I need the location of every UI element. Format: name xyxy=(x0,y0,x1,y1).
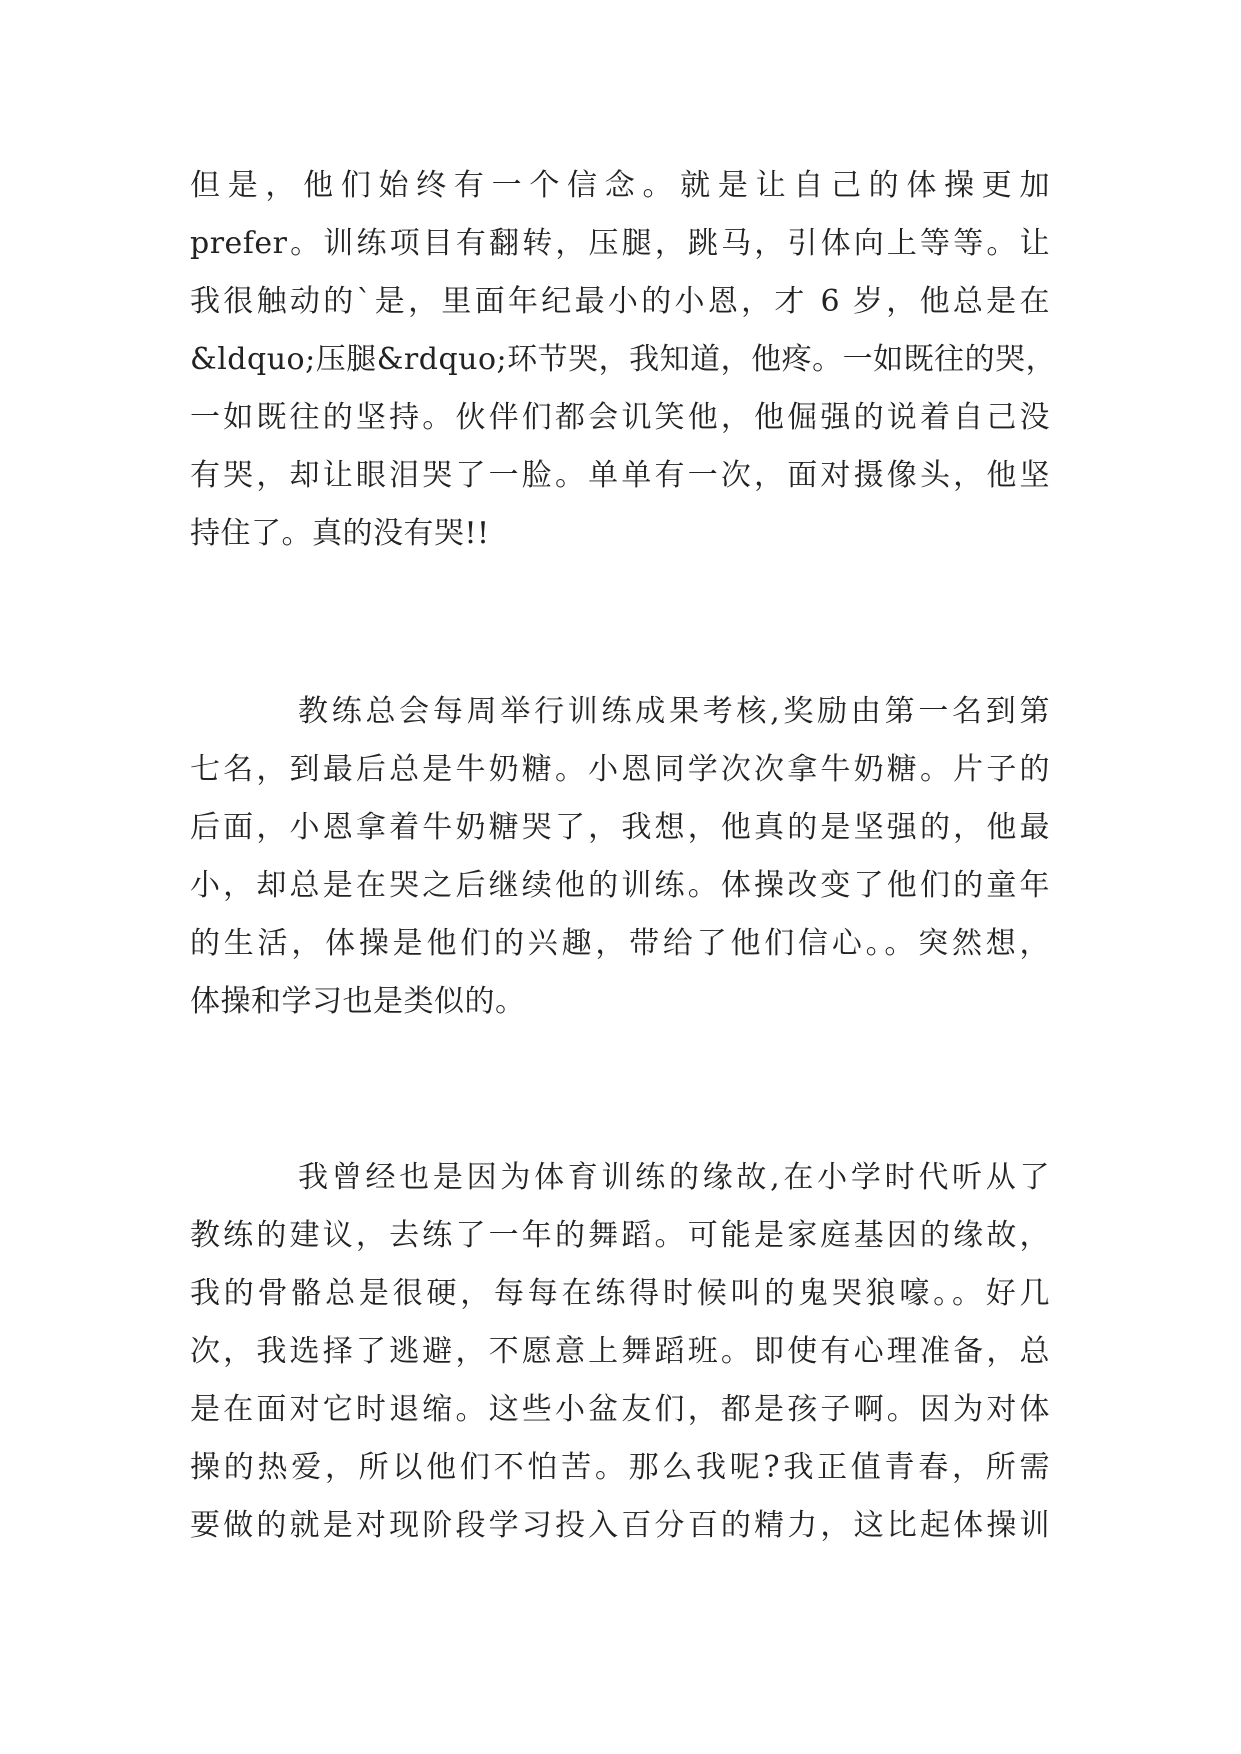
paragraph-line: 教练的建议，去练了一年的舞蹈。可能是家庭基因的缘故， xyxy=(190,1218,1050,1253)
paragraph-1 xyxy=(190,157,1057,563)
paragraph-line: 教练总会每周举行训练成果考核,奖励由第一名到第 xyxy=(298,694,1050,729)
paragraph-line: 我曾经也是因为体育训练的缘故,在小学时代听从了 xyxy=(298,1160,1050,1195)
paragraph-line: 体操和学习也是类似的。 xyxy=(190,984,526,1019)
paragraph-line: 但是，他们始终有一个信念。就是让自己的体操更加 xyxy=(190,168,1050,203)
paragraph-line: 的生活，体操是他们的兴趣，带给了他们信心。。突然想， xyxy=(190,926,1050,961)
paragraph-3 xyxy=(190,1149,1050,1555)
paragraph-line: 一如既往的坚持。伙伴们都会讥笑他，他倔强的说着自己没 xyxy=(190,400,1050,435)
paragraph-line: 持住了。真的没有哭!! xyxy=(190,516,490,551)
paragraph-line: &ldquo;压腿&rdquo;环节哭，我知道，他疼。一如既往的哭， xyxy=(190,342,1057,377)
paragraph-line: 有哭，却让眼泪哭了一脸。单单有一次，面对摄像头，他坚 xyxy=(190,458,1050,493)
paragraph-line: 我的骨骼总是很硬，每每在练得时候叫的鬼哭狼嚎。。好几 xyxy=(190,1276,1050,1311)
paragraph-line: 是在面对它时退缩。这些小盆友们，都是孩子啊。因为对体 xyxy=(190,1392,1050,1427)
paragraph-line: 操的热爱，所以他们不怕苦。那么我呢?我正值青春，所需 xyxy=(190,1450,1050,1485)
paragraph-line: 七名，到最后总是牛奶糖。小恩同学次次拿牛奶糖。片子的 xyxy=(190,752,1050,787)
paragraph-line: 后面，小恩拿着牛奶糖哭了，我想，他真的是坚强的，他最 xyxy=(190,810,1050,845)
paragraph-line: 小，却总是在哭之后继续他的训练。体操改变了他们的童年 xyxy=(190,868,1050,903)
paragraph-line: 要做的就是对现阶段学习投入百分百的精力，这比起体操训 xyxy=(190,1508,1050,1543)
paragraph-2 xyxy=(190,683,1050,1031)
paragraph-line: prefer。训练项目有翻转，压腿，跳马，引体向上等等。让 xyxy=(190,226,1050,261)
paragraph-line: 次，我选择了逃避，不愿意上舞蹈班。即使有心理准备，总 xyxy=(190,1334,1050,1369)
paragraph-line: 我很触动的`是，里面年纪最小的小恩，才 6 岁，他总是在 xyxy=(190,284,1050,319)
